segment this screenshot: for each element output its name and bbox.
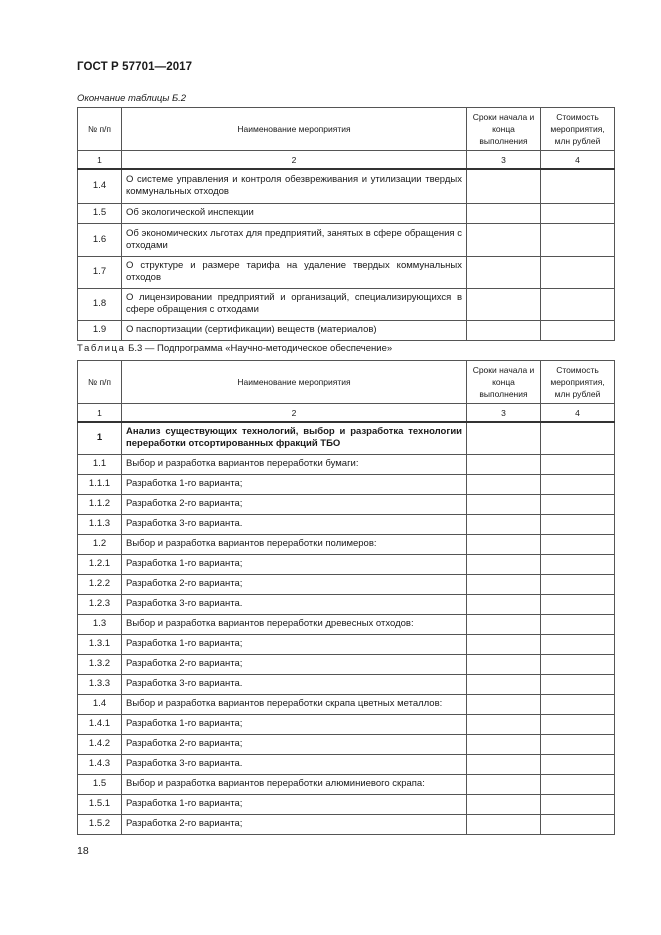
row-number: 1.1 [78,454,122,474]
column-number: 1 [78,151,122,170]
row-cost [541,554,615,574]
table-b3-caption [77,343,392,354]
row-cost [541,654,615,674]
header-cost: Стоимость мероприятия, млн рублей [541,361,615,404]
table-row [78,814,615,834]
table-row [78,554,615,574]
row-dates [467,714,541,734]
row-dates [467,594,541,614]
column-number: 2 [122,151,467,170]
row-dates [467,422,541,454]
row-name: Разработка 2-го варианта; [122,574,467,594]
row-name: Разработка 2-го варианта; [122,814,467,834]
header-number: № п/п [78,108,122,151]
row-cost [541,634,615,654]
row-dates [467,223,541,256]
row-name: О лицензировании предприятий и организаций, специализирующихся в сфере обращения с отходами [122,288,467,320]
column-number: 4 [541,404,615,423]
row-number: 1.4 [78,694,122,714]
row-name: Разработка 1-го варианта; [122,714,467,734]
table-row [78,514,615,534]
row-dates [467,474,541,494]
row-number: 1.9 [78,320,122,340]
row-cost [541,774,615,794]
row-number: 1.2.3 [78,594,122,614]
row-number: 1.4.2 [78,734,122,754]
row-number: 1.1.1 [78,474,122,494]
row-cost [541,474,615,494]
row-name: Разработка 3-го варианта. [122,514,467,534]
row-dates [467,534,541,554]
row-number: 1.4.1 [78,714,122,734]
table-row [78,494,615,514]
row-name: Анализ существующих технологий, выбор и разработка технологии переработки отсортированных фракций ТБО [122,422,467,454]
row-name: Выбор и разработка вариантов переработки алюминиевого скрапа: [122,774,467,794]
header-dates: Сроки начала и конца выполнения [467,361,541,404]
row-cost [541,256,615,288]
table-row [78,474,615,494]
row-name: Разработка 3-го варианта. [122,594,467,614]
row-cost [541,288,615,320]
row-cost [541,534,615,554]
table-row [78,794,615,814]
table-row [78,674,615,694]
row-name: Выбор и разработка вариантов переработки древесных отходов: [122,614,467,634]
table-b2 [77,107,615,341]
row-cost [541,614,615,634]
table-row [78,734,615,754]
row-number: 1.5 [78,203,122,223]
row-name: Разработка 3-го варианта. [122,674,467,694]
table-row [78,654,615,674]
row-number: 1.4.3 [78,754,122,774]
row-dates [467,634,541,654]
table-b3 [77,360,615,835]
row-name: Об экологической инспекции [122,203,467,223]
page-number: 18 [77,845,89,857]
table-row [78,288,615,320]
header-name: Наименование мероприятия [122,108,467,151]
row-cost [541,714,615,734]
row-number: 1.5.1 [78,794,122,814]
row-dates [467,574,541,594]
row-name: О системе управления и контроля обезвреживания и утилизации твердых коммунальных отходов [122,169,467,203]
row-name: О структуре и размере тарифа на удаление твердых коммунальных отходов [122,256,467,288]
row-cost [541,494,615,514]
column-number: 4 [541,151,615,170]
row-name: Выбор и разработка вариантов переработки скрапа цветных металлов: [122,694,467,714]
row-cost [541,203,615,223]
table-row [78,203,615,223]
row-number: 1.6 [78,223,122,256]
table-row [78,774,615,794]
row-number: 1.3.2 [78,654,122,674]
table-row [78,169,615,203]
table-row [78,614,615,634]
row-number: 1.1.2 [78,494,122,514]
table-row [78,574,615,594]
row-dates [467,288,541,320]
row-cost [541,754,615,774]
row-cost [541,514,615,534]
table-row [78,422,615,454]
column-number: 3 [467,151,541,170]
row-dates [467,754,541,774]
row-name: Разработка 2-го варианта; [122,654,467,674]
header-dates: Сроки начала и конца выполнения [467,108,541,151]
row-number: 1.5.2 [78,814,122,834]
row-name: Выбор и разработка вариантов переработки бумаги: [122,454,467,474]
row-dates [467,494,541,514]
table-row [78,694,615,714]
row-cost [541,320,615,340]
row-number: 1.2.2 [78,574,122,594]
row-name: О паспортизации (сертификации) веществ (материалов) [122,320,467,340]
row-cost [541,734,615,754]
table-row [78,714,615,734]
row-dates [467,256,541,288]
row-cost [541,594,615,614]
row-dates [467,320,541,340]
caption-label: Таблица [77,343,126,354]
table-row [78,754,615,774]
row-number: 1.2 [78,534,122,554]
table-row [78,223,615,256]
table-row [78,534,615,554]
row-number: 1.8 [78,288,122,320]
row-number: 1.1.3 [78,514,122,534]
row-name: Разработка 1-го варианта; [122,554,467,574]
row-cost [541,814,615,834]
row-dates [467,169,541,203]
row-number: 1.2.1 [78,554,122,574]
header-name: Наименование мероприятия [122,361,467,404]
row-cost [541,169,615,203]
document-code: ГОСТ Р 57701—2017 [77,61,193,73]
row-dates [467,514,541,534]
row-dates [467,454,541,474]
row-dates [467,203,541,223]
row-number: 1 [78,422,122,454]
table-b2-caption: Окончание таблицы Б.2 [77,93,187,104]
row-cost [541,794,615,814]
table-row [78,634,615,654]
row-name: Разработка 2-го варианта; [122,494,467,514]
table-row [78,454,615,474]
row-dates [467,614,541,634]
column-number: 3 [467,404,541,423]
row-dates [467,554,541,574]
row-name: Выбор и разработка вариантов переработки полимеров: [122,534,467,554]
row-dates [467,654,541,674]
row-name: Разработка 1-го варианта; [122,474,467,494]
row-dates [467,674,541,694]
row-name: Разработка 1-го варианта; [122,794,467,814]
row-dates [467,814,541,834]
row-name: Разработка 3-го варианта. [122,754,467,774]
header-number: № п/п [78,361,122,404]
column-number: 1 [78,404,122,423]
row-number: 1.3 [78,614,122,634]
row-cost [541,574,615,594]
row-number: 1.5 [78,774,122,794]
table-row [78,320,615,340]
column-number: 2 [122,404,467,423]
row-dates [467,774,541,794]
row-cost [541,223,615,256]
row-dates [467,694,541,714]
caption-text: Б.3 — Подпрограмма «Научно-методическое обеспечение» [128,343,393,354]
row-name: Разработка 2-го варианта; [122,734,467,754]
row-number: 1.4 [78,169,122,203]
row-number: 1.7 [78,256,122,288]
row-name: Об экономических льготах для предприятий, занятых в сфере обращения с отходами [122,223,467,256]
table-row [78,594,615,614]
row-cost [541,422,615,454]
row-cost [541,674,615,694]
table-row [78,256,615,288]
row-number: 1.3.1 [78,634,122,654]
row-dates [467,794,541,814]
row-name: Разработка 1-го варианта; [122,634,467,654]
row-cost [541,694,615,714]
row-cost [541,454,615,474]
row-dates [467,734,541,754]
header-cost: Стоимость мероприятия, млн рублей [541,108,615,151]
row-number: 1.3.3 [78,674,122,694]
